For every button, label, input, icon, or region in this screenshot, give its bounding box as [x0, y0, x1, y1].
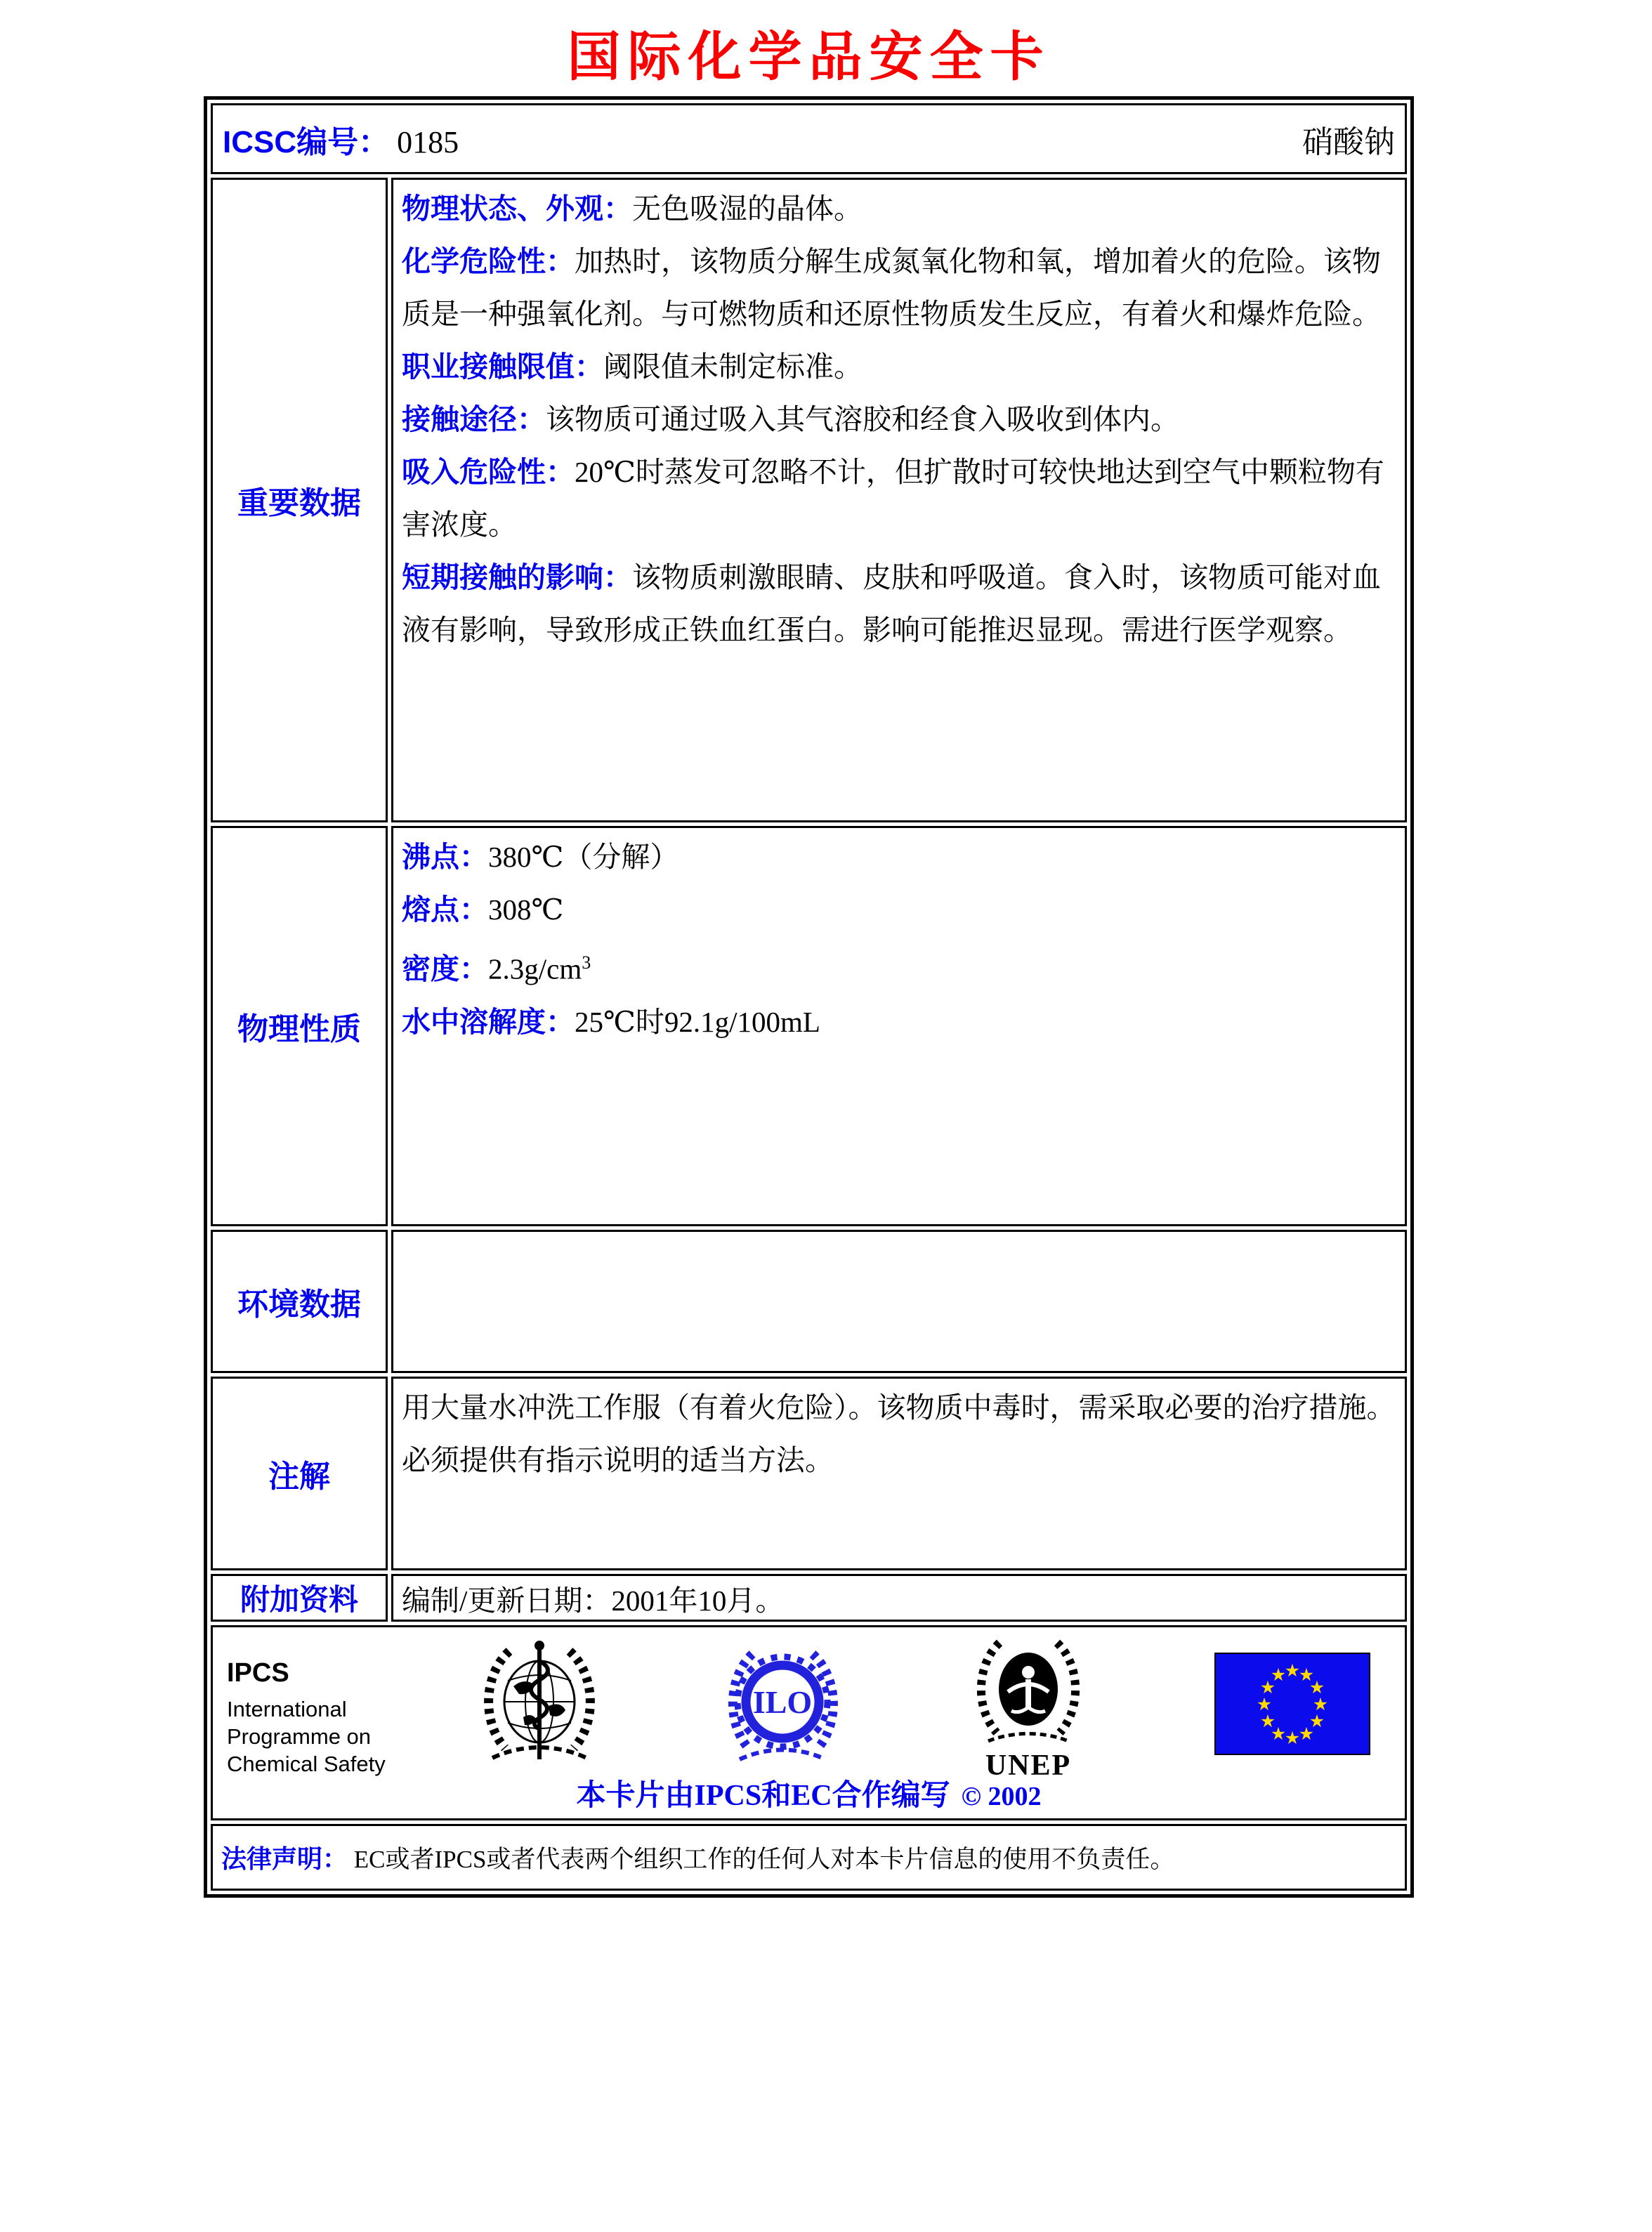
item-text: 阈限值未制定标准。	[603, 350, 863, 383]
legal-label: 法律声明：	[221, 1844, 348, 1873]
header-row	[211, 103, 1407, 174]
important-data-content	[391, 178, 1407, 822]
data-item	[402, 183, 1396, 235]
section-label-physical-properties: 物理性质	[211, 826, 388, 1226]
section-label-environmental-data: 环境数据	[211, 1230, 388, 1373]
legal-cell	[211, 1824, 1407, 1891]
unep-logo-text: UNEP	[985, 1750, 1072, 1780]
svg-text:★: ★	[1298, 1665, 1315, 1685]
legal-row	[211, 1824, 1407, 1891]
svg-text:★: ★	[1309, 1677, 1325, 1698]
who-logo-icon	[473, 1637, 606, 1771]
logos-row	[211, 1625, 1407, 1820]
logos-cell	[211, 1625, 1407, 1820]
svg-text:★: ★	[1284, 1660, 1301, 1681]
environmental-data-row	[211, 1230, 1407, 1373]
icsc-number-label: ICSC编号：	[223, 124, 390, 159]
property-item	[402, 884, 1396, 936]
notes-row	[211, 1377, 1407, 1570]
section-label-additional-info: 附加资料	[211, 1574, 388, 1622]
item-label: 吸入危险性：	[402, 456, 575, 488]
icsc-card-table	[204, 96, 1414, 1898]
item-superscript: 3	[582, 952, 591, 973]
svg-text:★: ★	[1284, 1728, 1301, 1748]
property-item	[402, 996, 1396, 1049]
svg-text:★: ★	[1298, 1724, 1315, 1744]
item-text: 308℃	[488, 893, 564, 926]
physical-properties-content	[391, 826, 1407, 1226]
data-item	[402, 341, 1396, 393]
item-label: 水中溶解度：	[402, 1005, 575, 1038]
svg-text:★: ★	[1256, 1694, 1273, 1714]
item-text: 2.3g/cm	[488, 952, 582, 985]
ipcs-block	[227, 1658, 386, 1778]
data-item	[402, 393, 1396, 446]
item-label: 密度：	[402, 952, 488, 985]
icsc-number-value: 0185	[397, 124, 459, 159]
item-label: 短期接触的影响：	[402, 561, 632, 593]
ipcs-acronym: IPCS	[227, 1658, 289, 1688]
svg-text:★: ★	[1309, 1711, 1325, 1731]
svg-text:★: ★	[1270, 1665, 1287, 1685]
item-text: 380℃（分解）	[488, 841, 679, 873]
ipcs-line: Programme on	[227, 1724, 372, 1749]
data-item	[402, 446, 1396, 551]
notes-content	[391, 1377, 1407, 1570]
credit-text: 本卡片由IPCS和EC合作编写	[576, 1780, 950, 1812]
property-item	[402, 831, 1396, 884]
credit-line	[213, 1772, 1405, 1814]
item-text: 无色吸湿的晶体。	[632, 192, 863, 225]
item-text: 该物质可通过吸入其气溶胶和经食入吸收到体内。	[546, 403, 1179, 435]
item-label: 职业接触限值：	[402, 350, 603, 383]
data-item	[402, 235, 1396, 341]
data-item	[402, 551, 1396, 657]
item-text: 该物质刺激眼睛、皮肤和呼吸道。食入时，该物质可能对血液有影响，导致形成正铁血红蛋白。影响可能推迟显现。需进行医学观察。	[402, 561, 1381, 646]
svg-text:★: ★	[1270, 1724, 1287, 1744]
item-text: 加热时，该物质分解生成氮氧化物和氧，增加着火的危险。该物质是一种强氧化剂。与可燃物质和还原性物质发生反应，有着火和爆炸危险。	[402, 245, 1381, 330]
item-text: 20℃时蒸发可忽略不计，但扩散时可较快地达到空气中颗粒物有害浓度。	[402, 456, 1384, 541]
logos-strip	[213, 1627, 1405, 1818]
section-label-important-data: 重要数据	[211, 178, 388, 822]
property-item	[402, 936, 1396, 996]
note-item: 用大量水冲洗工作服（有着火危险）。该物质中毒时，需采取必要的治疗措施。必须提供有指示说明的适当方法。	[402, 1391, 1396, 1476]
environmental-data-content	[391, 1230, 1407, 1373]
section-label-notes: 注解	[211, 1377, 388, 1570]
ipcs-line: Chemical Safety	[227, 1752, 386, 1776]
svg-text:★: ★	[1259, 1711, 1276, 1731]
svg-text:★: ★	[1259, 1677, 1276, 1698]
eu-flag-icon	[1214, 1653, 1370, 1755]
item-label: 熔点：	[402, 893, 488, 926]
item-label: 物理状态、外观：	[402, 192, 632, 225]
item-label: 化学危险性：	[402, 245, 575, 277]
copyright-text: © 2002	[961, 1782, 1042, 1811]
important-data-row	[211, 178, 1407, 822]
item-label: 沸点：	[402, 841, 488, 873]
additional-info-row	[211, 1574, 1407, 1622]
page-title: 国际化学品安全卡	[567, 25, 1051, 88]
additional-info-content: 编制/更新日期：2001年10月。	[391, 1574, 1407, 1622]
item-label: 接触途径：	[402, 403, 546, 435]
legal-text: EC或者IPCS或者代表两个组织工作的任何人对本卡片信息的使用不负责任。	[353, 1846, 1175, 1873]
svg-text:★: ★	[1312, 1694, 1329, 1714]
header-cell	[211, 103, 1407, 174]
chemical-name: 硝酸钠	[1302, 124, 1395, 159]
physical-properties-row	[211, 826, 1407, 1226]
ipcs-line: International	[227, 1697, 347, 1721]
item-text: 25℃时92.1g/100mL	[575, 1005, 820, 1038]
unep-logo-icon	[962, 1634, 1095, 1780]
ilo-logo-text: ILO	[752, 1684, 813, 1720]
ilo-logo-icon	[714, 1641, 851, 1769]
